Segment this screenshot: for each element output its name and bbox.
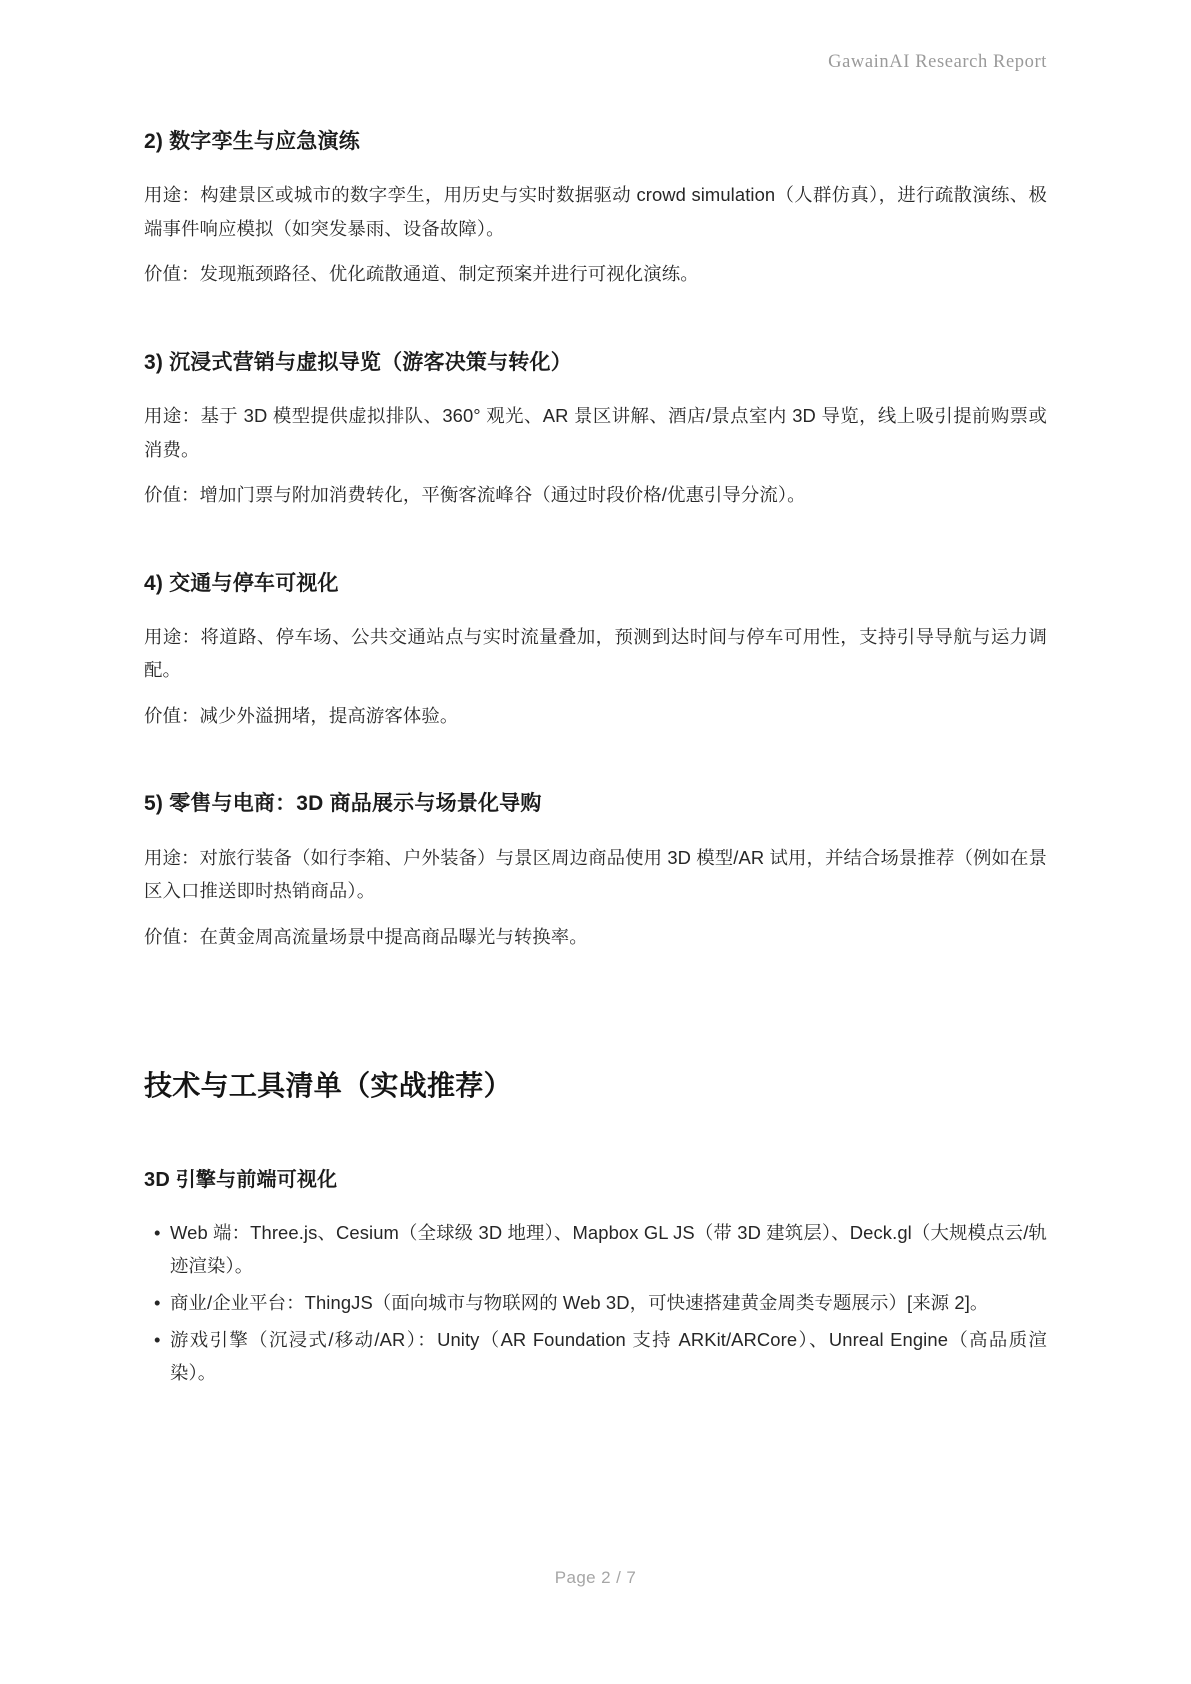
list-item-text: 商业/企业平台：ThingJS（面向城市与物联网的 Web 3D，可快速搭建黄金周类专题展示）[来源 2]。 (170, 1292, 989, 1314)
section-purpose-2: 用途：构建景区或城市的数字孪生，用历史与实时数据驱动 crowd simulation（人群仿真），进行疏散演练、极端事件响应模拟（如突发暴雨、设备故障）。 (144, 184, 1047, 239)
section-value-5: 价值：在黄金周高流量场景中提高商品曝光与转换率。 (144, 925, 588, 947)
section-purpose-5: 用途：对旅行装备（如行李箱、户外装备）与景区周边商品使用 3D 模型/AR 试用，并结合场景推荐（例如在景区入口推送即时热销商品）。 (144, 846, 1047, 902)
page-number-footer: Page 2 / 7 (554, 1568, 637, 1587)
section-heading-2: 2) 数字孪生与应急演练 (144, 130, 360, 153)
chapter-heading: 技术与工具清单（实战推荐） (144, 1070, 512, 1102)
running-header: GawainAI Research Report (828, 52, 1047, 72)
section-block (144, 790, 1047, 953)
bullet-icon: • (154, 1221, 161, 1243)
section-block (144, 349, 1047, 512)
spacer (144, 1005, 1047, 1067)
bullet-icon: • (154, 1329, 161, 1351)
section-block (144, 570, 1047, 733)
section-value-4: 价值：减少外溢拥堵，提高游客体验。 (144, 704, 459, 726)
list-item (144, 1323, 1047, 1389)
subsection-heading-3d-engines: 3D 引擎与前端可视化 (144, 1168, 338, 1191)
section-heading-3: 3) 沉浸式营销与虚拟导览（游客决策与转化） (144, 350, 572, 374)
list-item (144, 1286, 1047, 1319)
section-heading-4: 4) 交通与停车可视化 (144, 571, 339, 595)
section-purpose-3: 用途：基于 3D 模型提供虚拟排队、360° 观光、AR 景区讲解、酒店/景点室内 3D 导览，线上吸引提前购票或消费。 (144, 405, 1047, 460)
section-heading-5: 5) 零售与电商：3D 商品展示与场景化导购 (144, 792, 542, 816)
list-item-text: Web 端：Three.js、Cesium（全球级 3D 地理）、Mapbox GL JS（带 3D 建筑层）、Deck.gl（大规模点云/轨迹渲染）。 (170, 1221, 1047, 1277)
section-value-3: 价值：增加门票与附加消费转化，平衡客流峰谷（通过时段价格/优惠引导分流）。 (144, 484, 806, 506)
section-purpose-4: 用途：将道路、停车场、公共交通站点与实时流量叠加，预测到达时间与停车可用性，支持引导导航与运力调配。 (144, 625, 1047, 681)
list-item-text: 游戏引擎（沉浸式/移动/AR）：Unity（AR Foundation 支持 ARKit/ARCore）、Unreal Engine（高品质渲染）。 (170, 1329, 1047, 1384)
section-value-2: 价值：发现瓶颈路径、优化疏散通道、制定预案并进行可视化演练。 (144, 263, 699, 285)
list-item (144, 1216, 1047, 1282)
tools-list (144, 1216, 1047, 1390)
bullet-icon: • (154, 1292, 161, 1314)
spacer (144, 1105, 1047, 1167)
section-block (144, 128, 1047, 291)
page-content (144, 128, 1047, 1394)
